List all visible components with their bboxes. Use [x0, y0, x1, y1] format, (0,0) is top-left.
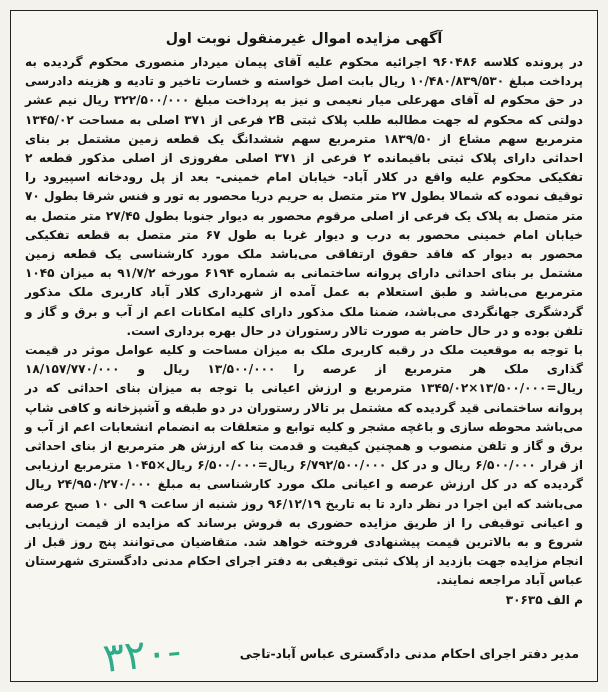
notice-reference: م الف ۳۰۶۳۵	[505, 592, 583, 607]
notice-signature: مدیر دفتر اجرای احکام مدنی دادگستری عباس آباد-تاجی	[239, 646, 579, 661]
handwritten-note: ۳۲۰-	[100, 628, 184, 682]
notice-paragraph-1: در پرونده کلاسه ۹۶۰۴۸۶ اجرائیه محکوم علیه آقای پیمان میردار منصوری محکوم گردیده به پرداخت مبلغ ۱۰/۴۸۰/۸۳۹/۵۳۰ ریال بابت اصل خواسته و خسارت تاخیر و تادیه و هزینه دادرسی در حق محکوم له آقای مهرعلی میار نعیمی و نیز به پرداخت مبلغ ۳۲۲/۵۰۰/۰۰۰ ریال نیم عشر دولتی که محکوم له جهت مطالبه طلب پلاک ثبتی ۲B فرعی از ۳۷۱ اصلی به مساحت ۱۳۴۵/۰۲ مترمربع سهم مشاع از ۱۸۳۹/۵۰ مترمربع سهم ششدانگ یک قطعه زمین مشتمل بر بنای احداثی دارای پلاک ثبتی باقیمانده ۲ فرعی از ۳۷۱ اصلی مفروزی از اصلی مذکور قطعه ۲ تفکیکی محکوم علیه واقع در کلار آباد- خیابان امام خمینی- بعد از پل رودخانه اسپیرود را توقیف نموده که شمالا بطول ۲۷ متر متصل به حریم دریا محصور به تور و فنس شرقا بطول ۷۰ متر متصل به پلاک یک فرعی از اصلی مرقوم محصور به دیوار جنوبا بطول ۲۷/۴۵ متر متصل به خیابان امام خمینی محصور به درب و دیوار غربا به طول ۶۷ متر متصل به قطعه تفکیکی محصور به دیوار که فاقد حقوق ارتفاقی می‌باشد ملک مورد کارشناسی یک قطعه زمین مشتمل بر بنای احداثی دارای پروانه ساختمانی به شماره ۶۱۹۴ مورخه ۹۱/۷/۲ به میزان ۱۰۴۵ مترمربع می‌باشد و طبق استعلام به عمل آمده از شهرداری کلار آباد کاربری ملک مذکور گردشگری جهانگردی می‌باشد، ضمنا ملک مذکور دارای کلیه امکانات اعم از آب و برق و گاز و تلفن بوده و در حال حاضر به صورت تالار رستوران در حال بهره برداری است.	[25, 55, 584, 338]
auction-notice	[10, 10, 598, 682]
notice-title: آگهی مزایده اموال غیرمنقول نوبت اول	[165, 31, 443, 47]
notice-paragraph-2: با توجه به موقعیت ملک در رقبه کاربری ملک به میزان مساحت و کلیه عوامل موثر در قیمت گذاری ملک هر مترمربع از عرصه را ۱۳/۵۰۰/۰۰۰ ریال و ۱۸/۱۵۷/۷۷۰/۰۰۰ ریال=۱۳/۵۰۰/۰۰۰×۱۳۴۵/۰۲ مترمربع و ارزش اعیانی با توجه به میزان بنای احداثی که در پروانه ساختمانی قید گردیده که مشتمل بر تالار رستوران در دو طبقه و آشپزخانه و کافی شاپ می‌باشد محوطه سازی و باغچه مشجر و کلیه توابع و متعلقات به انضمام انشعابات اعم از آب و برق و گاز و تلفن منصوب و همچنین کیفیت و قدمت بنا که ارزش هر مترمربع از بنای احداثی از قرار ۶/۵۰۰/۰۰۰ ریال و در کل ۶/۷۹۲/۵۰۰/۰۰۰ ریال=۶/۵۰۰/۰۰۰ ریال×۱۰۴۵ مترمربع ارزیابی گردیده که در کل ارزش عرصه و اعیانی ملک مورد کارشناسی به مبلغ ۲۴/۹۵۰/۲۷۰/۰۰۰ ریال می‌باشد که این اجرا در نظر دارد تا به تاریخ ۹۶/۱۲/۱۹ روز شنبه از ساعت ۹ الی ۱۰ صبح عرصه و اعیانی توقیفی را از طریق مزایده حضوری به فروش برساند که مزایده از قیمت ارزیابی شروع و به بالاترین قیمت پیشنهادی فروخته خواهد شد. متقاضیان می‌توانند پنج روز قبل از انجام مزایده جهت بازدید از پلاک ثبتی توقیفی به دفتر اجرای احکام مدنی دادگستری شهرستان عباس آباد مراجعه نمایند.	[25, 343, 584, 588]
